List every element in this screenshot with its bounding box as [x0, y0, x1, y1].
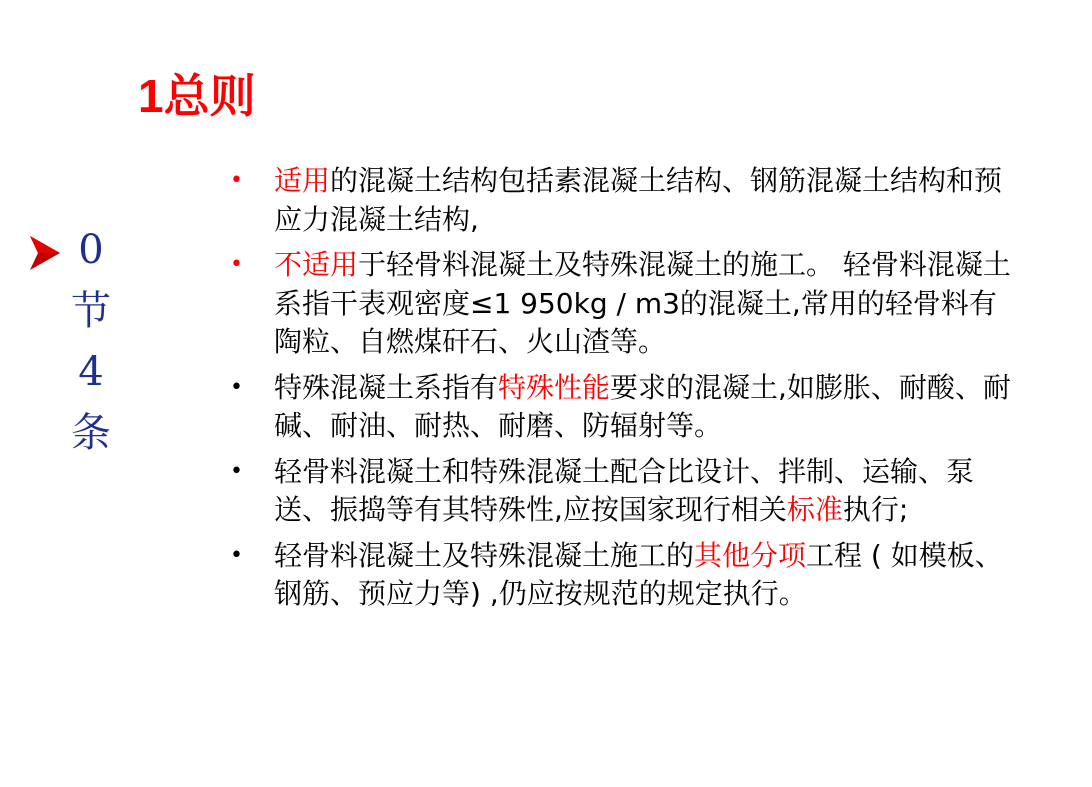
body-text: 的混凝土结构包括素混凝土结构、钢筋混凝土结构和预应力混凝土结构, [274, 164, 1003, 236]
highlight-text: 其他分项 [694, 538, 807, 572]
body-text: 要求的混凝土,如膨胀、耐酸、耐碱、耐油、耐热、耐磨、防辐射等。 [274, 370, 1011, 442]
bullet-item [228, 162, 1018, 239]
side-char: 4 [78, 349, 104, 395]
slide-title: 1总则 [138, 70, 256, 122]
bullet-dot-icon: • [230, 542, 243, 568]
bullet-list [228, 162, 1018, 621]
body-text: 于轻骨料混凝土及特殊混凝土的施工。 轻骨料混凝土系指干表观密度≤1 950kg / m3的混凝土,常用的轻骨料有陶粒、自燃煤矸石、火山渣等。 [274, 248, 1011, 358]
side-char: 节 [71, 288, 111, 334]
bullet-dot-icon: • [230, 458, 243, 484]
body-text: 轻骨料混凝土和特殊混凝土配合比设计、拌制、运输、泵送、振捣等有其特殊性,应按国家现行相关 [274, 454, 975, 526]
highlight-text: 特殊性能 [498, 370, 611, 404]
bullet-item [228, 246, 1018, 362]
highlight-text: 标准 [786, 493, 843, 526]
side-char: 条 [71, 410, 111, 456]
arrow-right-icon [28, 234, 62, 276]
body-text: 执行; [842, 493, 909, 526]
highlight-text: 适用 [274, 164, 331, 197]
body-text: 轻骨料混凝土及特殊混凝土施工的 [274, 538, 695, 572]
bullet-dot-icon: • [230, 252, 243, 277]
bullet-item [228, 453, 1018, 530]
side-char: 0 [78, 227, 104, 273]
side-label-text [66, 220, 116, 464]
bullet-item [228, 537, 1018, 614]
bullet-dot-icon: • [230, 374, 243, 400]
highlight-text: 不适用 [274, 248, 359, 281]
body-text: 工程 ( 如模板、钢筋、预应力等) ,仍应按规范的规定执行。 [274, 538, 1003, 610]
bullet-item [228, 369, 1018, 446]
body-text: 特殊混凝土系指有 [274, 370, 499, 404]
bullet-dot-icon: • [230, 168, 243, 193]
